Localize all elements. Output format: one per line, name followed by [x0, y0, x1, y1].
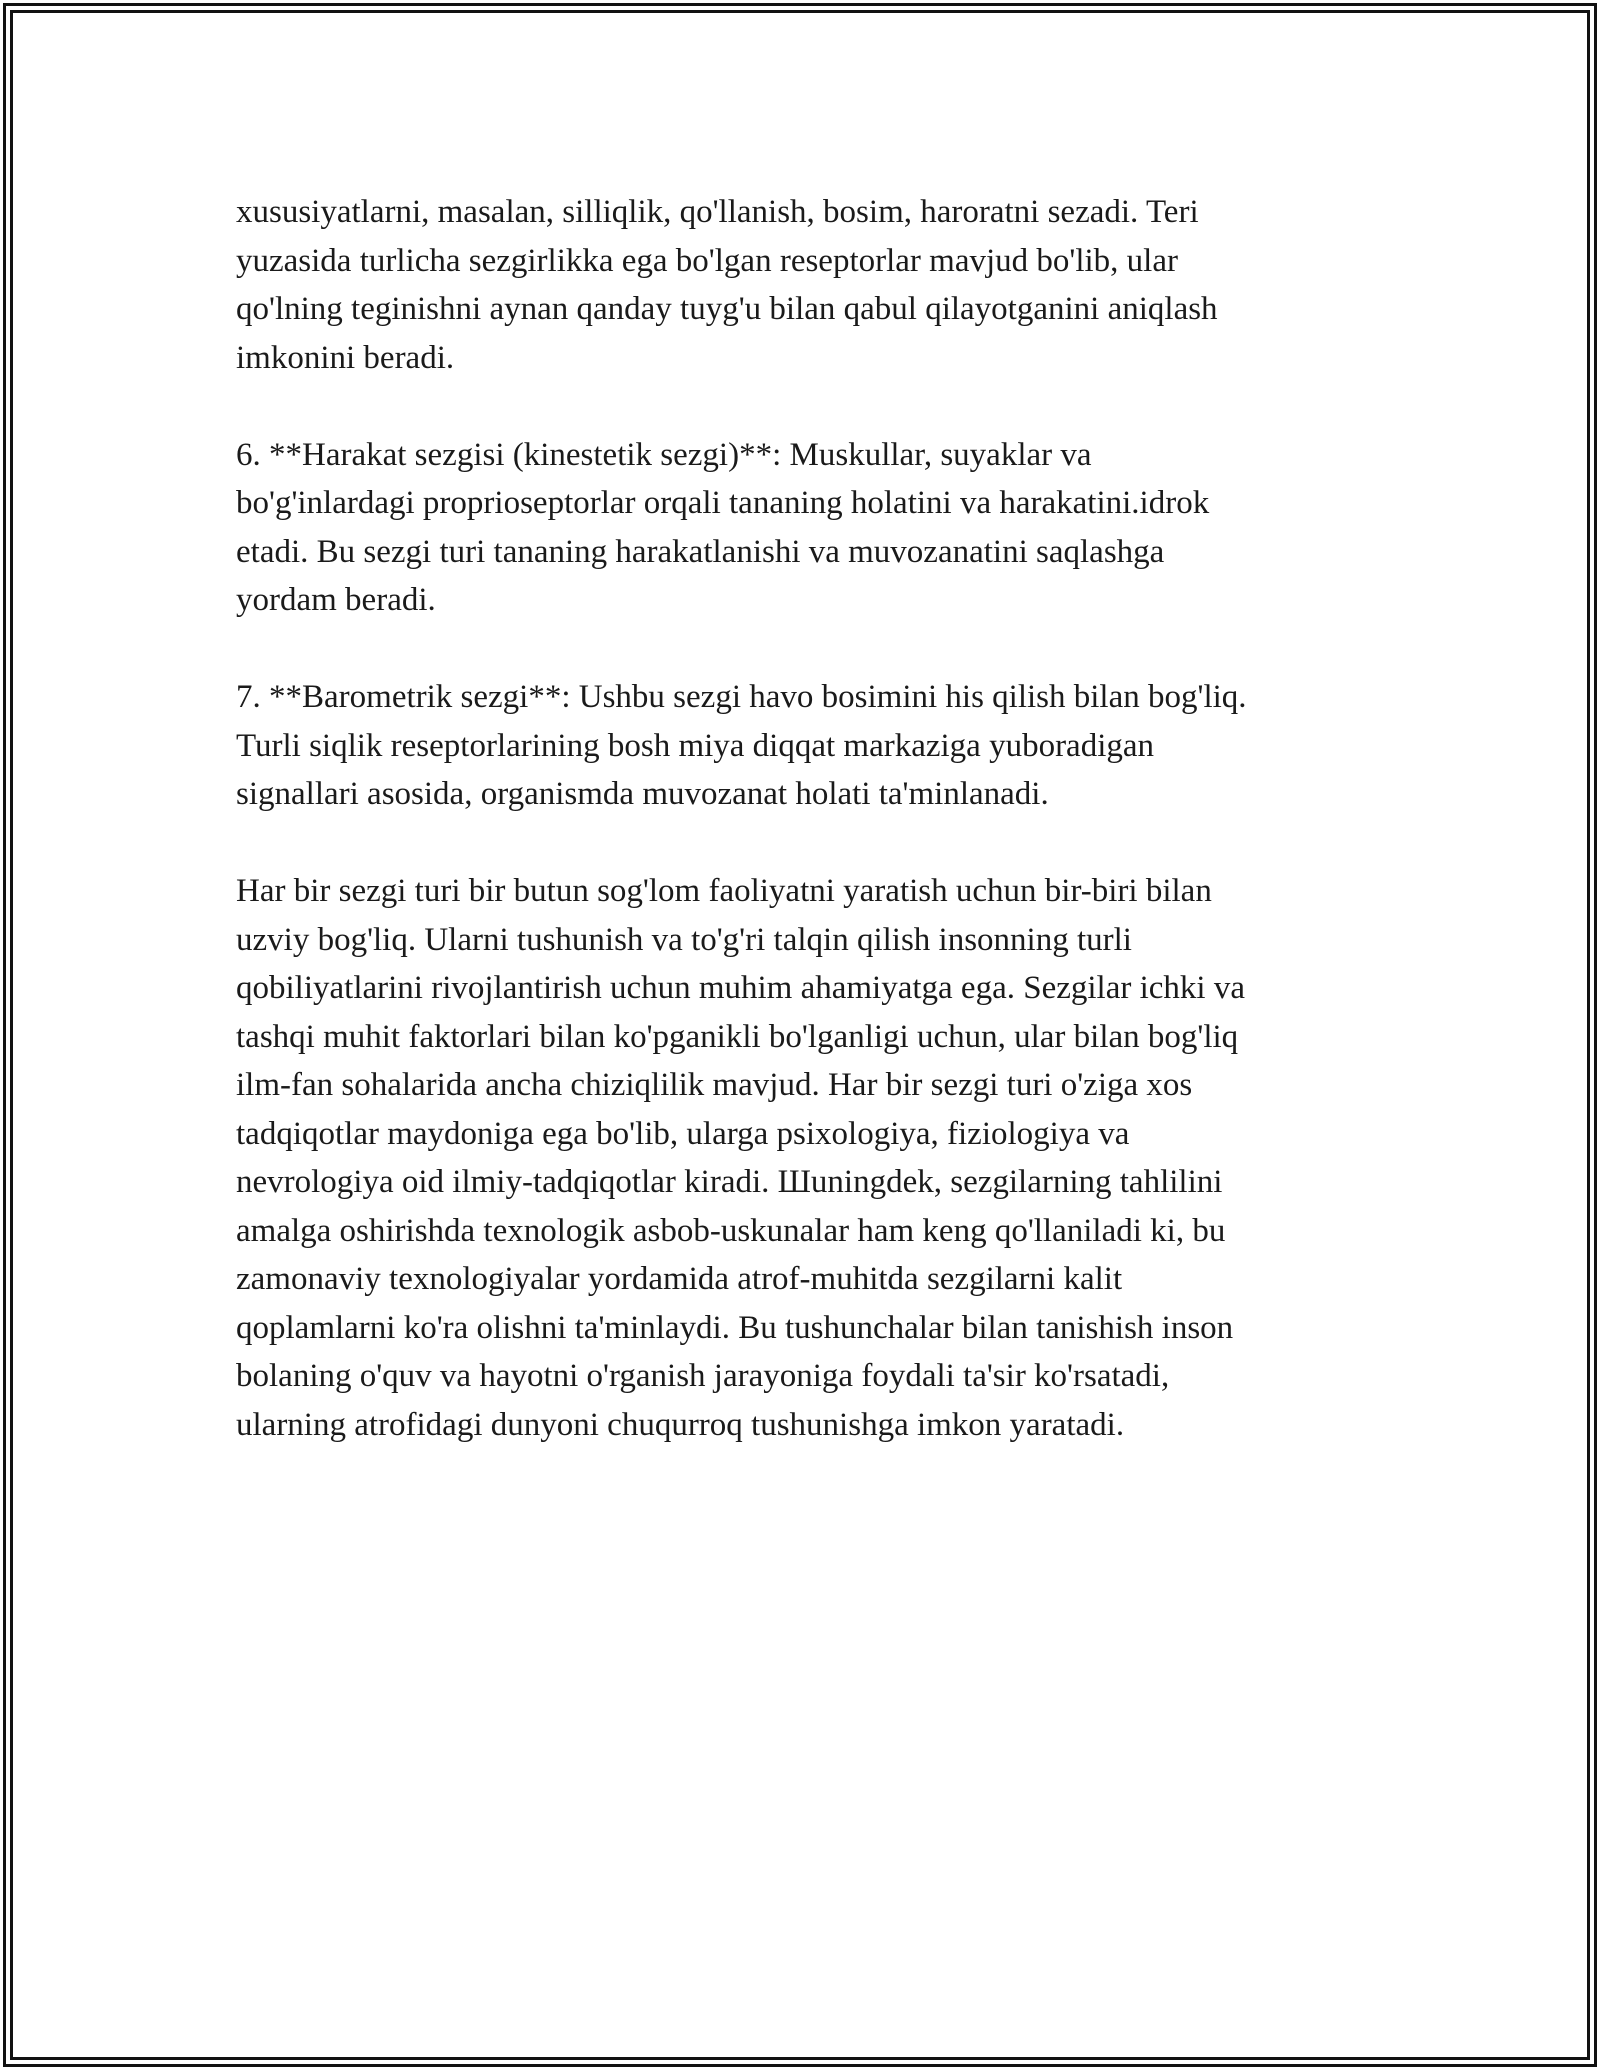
- paragraph-kinesthetic-sense: [236, 431, 1386, 625]
- text-line: ilm-fan sohalarida ancha chiziqlilik mavjud. Har bir sezgi turi o'ziga xos: [236, 1067, 1193, 1103]
- text-line: qoplamlarni ko'ra olishni ta'minlaydi. Bu tushunchalar bilan tanishish inson: [236, 1309, 1234, 1346]
- text-line: signallari asosida, organismda muvozanat holati ta'minlanadi.: [236, 776, 1049, 812]
- text-line: yordam beradi.: [236, 582, 436, 618]
- document-body: [236, 188, 1386, 1498]
- text-line: tadqiqotlar maydoniga ega bo'lib, ularga psixologiya, fiziologiya va: [236, 1115, 1130, 1152]
- text-line: nevrologiya oid ilmiy-tadqiqotlar kiradi. Шuningdek, sezgilarning tahlilini: [236, 1164, 1223, 1200]
- text-line: xususiyatlarni, masalan, silliqlik, qo'llanish, bosim, haroratni sezadi. Teri: [236, 194, 1199, 230]
- paragraph-conclusion: [236, 867, 1386, 1449]
- text-line: amalga oshirishda texnologik asbob-uskunalar ham keng qo'llaniladi ki, bu: [236, 1212, 1226, 1249]
- text-line: qo'lning teginishni aynan qanday tuyg'u bilan qabul qilayotganini aniqlash: [236, 291, 1218, 327]
- text-line: etadi. Bu sezgi turi tananing harakatlanishi va muvozanatini saqlashga: [236, 533, 1165, 570]
- text-line: yuzasida turlicha sezgirlikka ega bo'lgan reseptorlar mavjud bo'lib, ular: [236, 242, 1178, 279]
- text-line: zamonaviy texnologiyalar yordamida atrof-muhitda sezgilarni kalit: [236, 1261, 1123, 1297]
- text-line: 6. **Harakat sezgisi (kinestetik sezgi)**: Muskullar, suyaklar va: [236, 436, 1092, 473]
- text-line: bolaning o'quv va hayotni o'rganish jarayoniga foydali ta'sir ko'rsatadi,: [236, 1358, 1170, 1394]
- text-line: uzviy bog'liq. Ularni tushunish va to'g'ri talqin qilish insonning turli: [236, 921, 1132, 958]
- text-line: bo'g'inlardagi proprioseptorlar orqali tananing holatini va harakatini.idrok: [236, 485, 1210, 521]
- text-line: ularning atrofidagi dunyoni chuqurroq tushunishga imkon yaratadi.: [236, 1406, 1125, 1443]
- text-line: tashqi muhit faktorlari bilan ko'pganikli bo'lganligi uchun, ular bilan bog'liq: [236, 1018, 1239, 1055]
- text-line: Turli siqlik reseptorlarining bosh miya diqqat markaziga yuboradigan: [236, 727, 1155, 764]
- text-line: Har bir sezgi turi bir butun sog'lom faoliyatni yaratish uchun bir-biri bilan: [236, 873, 1212, 909]
- paragraph-touch-sense: [236, 188, 1386, 382]
- paragraph-barometric-sense: [236, 673, 1386, 819]
- text-line: imkonini beradi.: [236, 339, 455, 376]
- text-line: 7. **Barometrik sezgi**: Ushbu sezgi havo bosimini his qilish bilan bog'liq.: [236, 679, 1247, 715]
- text-line: qobiliyatlarini rivojlantirish uchun muhim ahamiyatga ega. Sezgilar ichki va: [236, 970, 1245, 1006]
